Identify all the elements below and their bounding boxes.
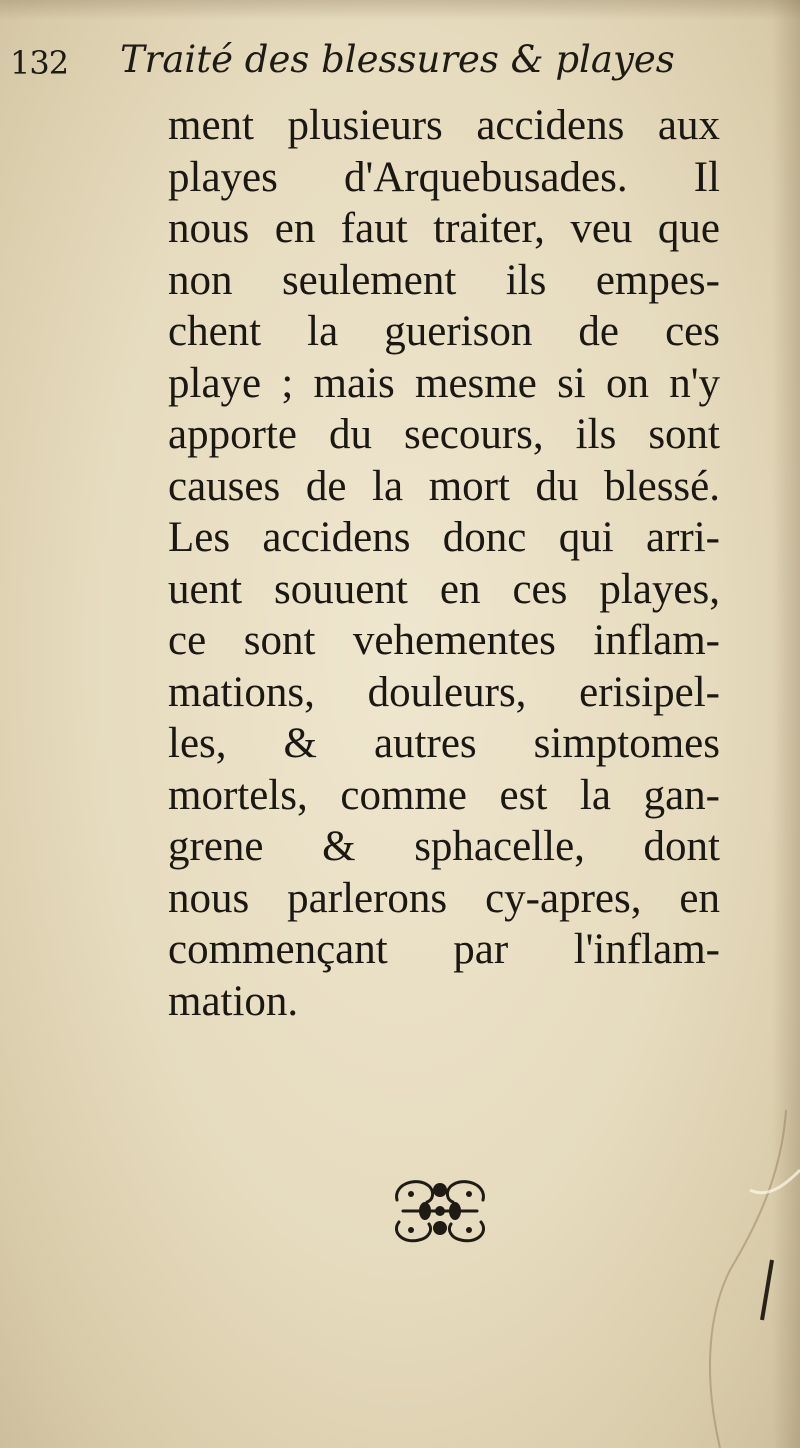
page-damage-mark xyxy=(690,1110,800,1448)
text-line: Les accidens donc qui arri- xyxy=(168,514,720,561)
body-text xyxy=(168,100,720,1027)
text-line: non seulement ils empes- xyxy=(168,256,720,304)
top-edge-shadow xyxy=(0,0,800,20)
running-head: Traité des blessures & playes xyxy=(120,38,675,81)
text-line: les, & autres simptomes xyxy=(168,720,720,767)
text-line: ment plusieurs accidens aux xyxy=(168,102,720,149)
text-line: mations, douleurs, erisipel- xyxy=(168,668,720,716)
text-line: apporte du secours, ils sont xyxy=(168,411,720,458)
text-line: grene & sphacelle, dont xyxy=(168,823,720,870)
text-line: nous en faut traiter, veu que xyxy=(168,205,720,252)
page-number: 132 xyxy=(10,44,69,82)
text-line: ce sont vehementes inflam- xyxy=(168,617,720,664)
text-line: nous parlerons cy-apres, en xyxy=(168,874,720,922)
text-line: mation. xyxy=(168,977,299,1025)
text-line: mortels, comme est la gan- xyxy=(168,771,720,819)
text-line: playes d'Arquebusades. Il xyxy=(168,153,720,201)
fleuron-ornament-icon xyxy=(383,1170,497,1248)
text-line: causes de la mort du blessé. xyxy=(168,462,720,510)
text-line: commençant par l'inflam- xyxy=(168,926,720,973)
text-line: playe ; mais mesme si on n'y xyxy=(168,359,720,407)
text-line: uent souuent en ces playes, xyxy=(168,565,720,613)
text-line: chent la guerison de ces xyxy=(168,308,720,355)
